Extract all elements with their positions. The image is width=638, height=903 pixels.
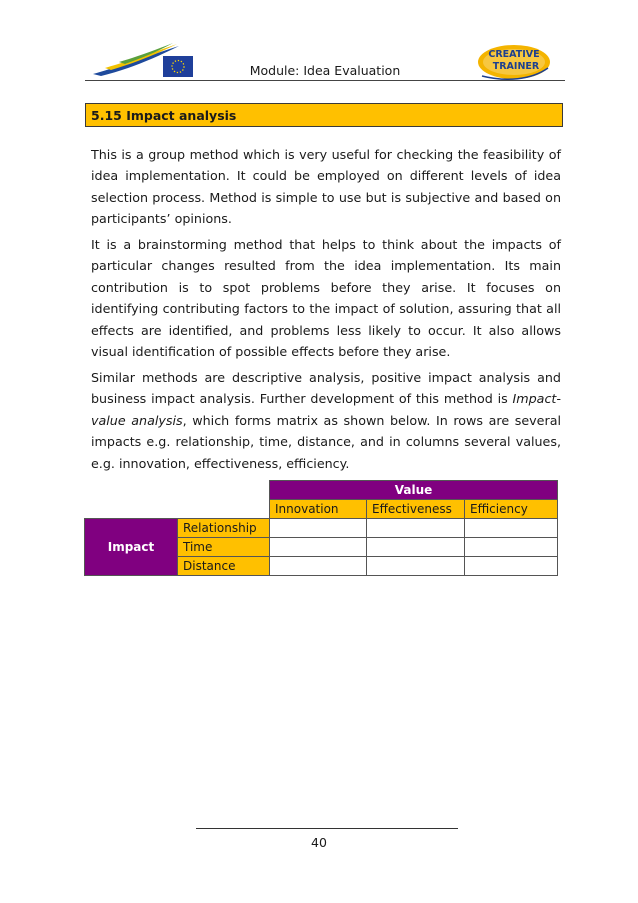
matrix-value-row bbox=[85, 481, 558, 500]
logo-text-trainer: TRAINER bbox=[492, 61, 540, 72]
matrix-column-header-row bbox=[85, 500, 558, 519]
matrix-cell bbox=[465, 519, 558, 538]
page-number: 40 bbox=[311, 835, 327, 850]
matrix-cell bbox=[270, 557, 367, 576]
creative-trainer-logo bbox=[476, 38, 552, 82]
matrix-cell bbox=[270, 538, 367, 557]
logo-text-creative: CREATIVE bbox=[488, 49, 540, 60]
paragraph-3-text-a: Similar methods are descriptive analysis, positive impact analysis and business impact analysis. Further development of this method is bbox=[91, 370, 561, 407]
section-heading-bar bbox=[85, 103, 563, 127]
matrix-cell bbox=[465, 538, 558, 557]
matrix-cell bbox=[270, 519, 367, 538]
matrix-blank-cell bbox=[178, 481, 270, 500]
matrix-row bbox=[85, 519, 558, 538]
paragraph-3-emphasis: Impact-value analysis bbox=[91, 391, 561, 428]
matrix-blank-cell bbox=[85, 481, 178, 500]
page-header bbox=[85, 28, 565, 82]
paragraph-3-text-b: , which forms matrix as shown below. In rows are several impacts e.g. relationship, time, distance, and in columns several values, e.g. innovation, effectiveness, efficiency. bbox=[91, 412, 561, 471]
matrix-cell bbox=[465, 557, 558, 576]
paragraph-3 bbox=[91, 367, 561, 474]
paragraph-1: This is a group method which is very useful for checking the feasibility of idea implementation. It could be employed on different levels of idea selection process. Method is simple to use but is subjective and based on participants’ opinions. bbox=[91, 147, 561, 227]
matrix-row-header: Time bbox=[178, 538, 270, 557]
paragraph-2: It is a brainstorming method that helps to think about the impacts of particular changes resulted from the idea implementation. Its main contribution is to spot problems before they arise. It focuses on identifying contributing factors to the impact of solution, assuring that all effects are identified, and problems less likely to occur. It also allows visual identification of possible effects before they arise. bbox=[91, 237, 561, 360]
matrix-column-header: Innovation bbox=[270, 500, 367, 519]
matrix-impact-label: Impact bbox=[85, 519, 178, 576]
matrix-column-header: Efficiency bbox=[465, 500, 558, 519]
matrix-blank-cell bbox=[85, 500, 178, 519]
matrix-cell bbox=[367, 519, 465, 538]
matrix-cell bbox=[367, 538, 465, 557]
matrix-row-header: Relationship bbox=[178, 519, 270, 538]
matrix-value-header: Value bbox=[270, 481, 558, 500]
impact-value-matrix bbox=[84, 480, 558, 576]
header-rule bbox=[85, 80, 565, 81]
matrix-cell bbox=[367, 557, 465, 576]
footer-rule bbox=[196, 828, 458, 829]
matrix-row-header: Distance bbox=[178, 557, 270, 576]
module-title: Module: Idea Evaluation bbox=[249, 63, 401, 78]
matrix-column-header: Effectiveness bbox=[367, 500, 465, 519]
matrix-blank-cell bbox=[178, 500, 270, 519]
section-title: 5.15 Impact analysis bbox=[91, 108, 237, 123]
